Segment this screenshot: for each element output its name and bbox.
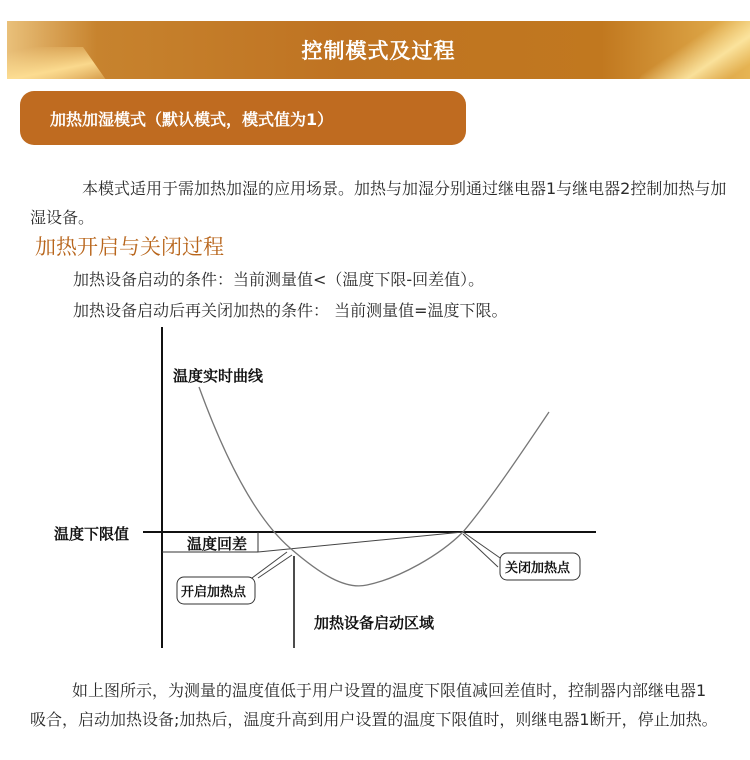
heating-process-diagram: [0, 320, 750, 660]
hysteresis-label: 温度回差: [187, 536, 248, 553]
temperature-curve: [199, 387, 549, 586]
lower-limit-label: 温度下限值: [54, 526, 130, 543]
section-heading: 加热开启与关闭过程: [35, 235, 224, 259]
connector-line: [258, 532, 463, 552]
on-point-label: 开启加热点: [181, 584, 247, 599]
intro-paragraph: 本模式适用于需加热加湿的应用场景。加热与加湿分别通过继电器1与继电器2控制加热与加湿设备。: [30, 179, 727, 227]
title-banner: [7, 21, 750, 79]
region-label: 加热设备启动区域: [314, 615, 435, 632]
condition-on-text: 加热设备启动的条件：当前测量值<（温度下限-回差值）。: [73, 270, 485, 289]
page-title: 控制模式及过程: [301, 39, 456, 63]
explanation-paragraph: 如上图所示，为测量的温度值低于用户设置的温度下限值减回差值时，控制器内部继电器1吸合，启动加热设备;加热后，温度升高到用户设置的温度下限值时，则继电器1断开，停止加热。: [30, 681, 718, 729]
curve-label: 温度实时曲线: [173, 368, 264, 385]
on-point-pointer: [252, 552, 287, 578]
off-point-pointer: [463, 532, 503, 560]
mode-label: 加热加湿模式（默认模式，模式值为1）: [50, 110, 334, 129]
off-point-label: 关闭加热点: [505, 560, 571, 575]
condition-off-text: 加热设备启动后再关闭加热的条件： 当前测量值=温度下限。: [73, 301, 508, 320]
on-point-pointer: [258, 555, 292, 578]
mode-badge: [20, 91, 466, 145]
off-point-pointer: [463, 534, 498, 567]
